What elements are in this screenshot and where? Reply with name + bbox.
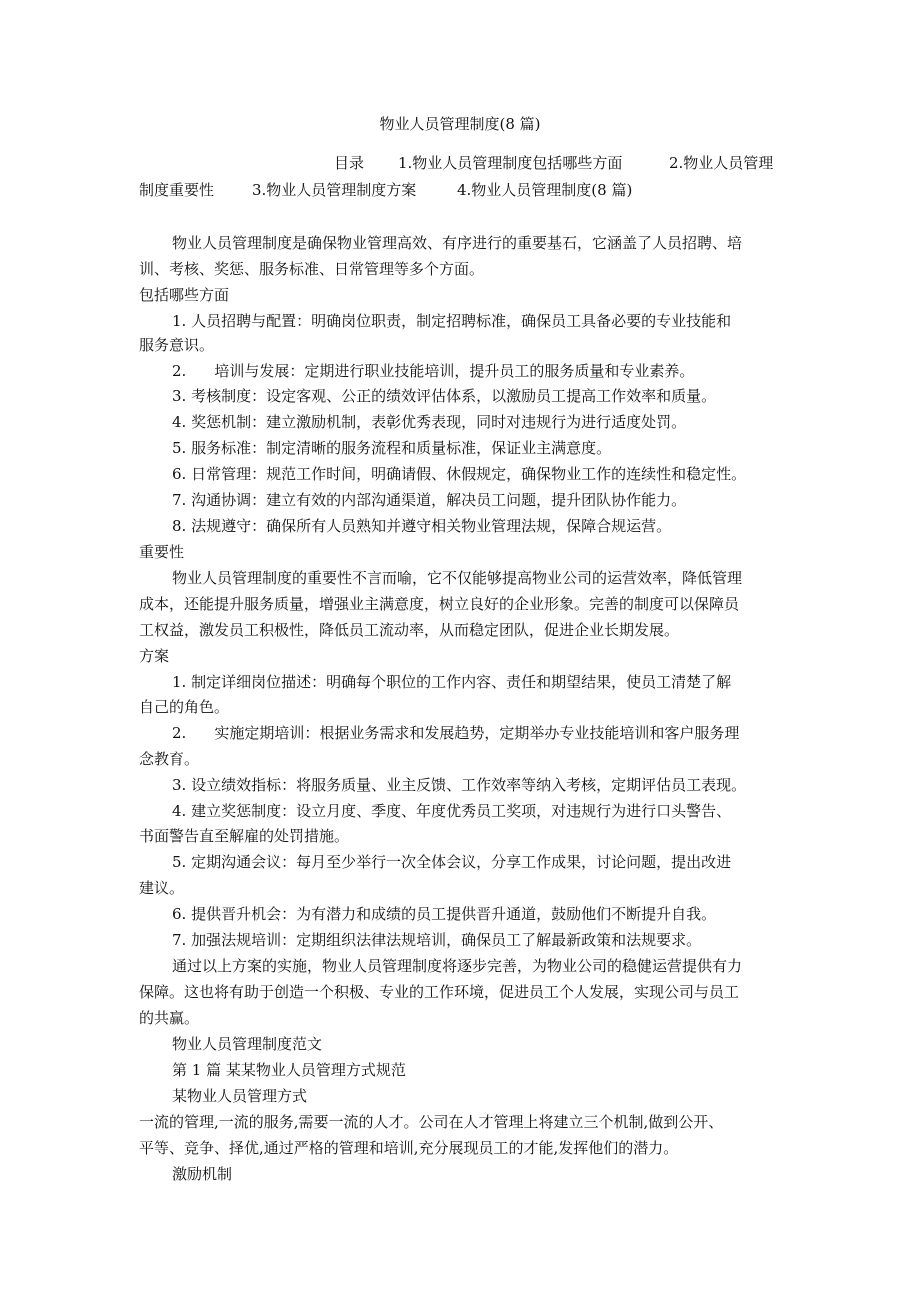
section-heading: 激励机制: [172, 1165, 233, 1183]
item-text: 加强法规培训：定期组织法律法规培训，确保员工了解最新政策和法规要求。: [191, 931, 702, 949]
item-number: 1.: [172, 312, 187, 330]
item-number: 1.: [172, 673, 187, 691]
item-text: 培训与发展：定期进行职业技能培训，提升员工的服务质量和专业素养。: [214, 362, 695, 380]
toc-item: 4.物业人员管理制度(8 篇): [457, 181, 633, 199]
item-text: 日常管理：规范工作时间，明确请假、休假规定，确保物业工作的连续性和稳定性。: [191, 465, 747, 483]
item-text: 服务标准：制定清晰的服务流程和质量标准，保证业主满意度。: [191, 439, 612, 457]
list-item: [172, 801, 731, 821]
item-number: 2.: [172, 362, 187, 380]
item-text: 定期沟通会议：每月至少举行一次全体会议，分享工作成果，讨论问题，提出改进: [191, 853, 732, 871]
list-item: [172, 438, 611, 458]
item-text: 考核制度：设定客观、公正的绩效评估体系，以激励员工提高工作效率和质量。: [191, 387, 717, 405]
item-text-cont: 服务意识。: [139, 336, 215, 354]
section-heading: 物业人员管理制度范文: [172, 1035, 323, 1053]
paragraph-line: 物业人员管理制度的重要性不言而喻，它不仅能够提高物业公司的运营效率，降低管理: [172, 569, 743, 587]
toc-item: 2.物业人员管理: [669, 154, 774, 172]
subtitle: 某物业人员管理方式: [172, 1087, 308, 1105]
section-heading: 方案: [139, 647, 170, 665]
item-number: 5.: [172, 853, 187, 871]
item-number: 6.: [172, 905, 187, 923]
list-item: [172, 672, 731, 692]
item-number: 7.: [172, 491, 187, 509]
item-text-cont: 念教育。: [139, 750, 200, 768]
list-item: [172, 311, 731, 331]
item-text: 奖惩机制：建立激励机制，表彰优秀表现，同时对违规行为进行适度处罚。: [191, 413, 687, 431]
item-number: 4.: [172, 802, 187, 820]
item-text: 设立绩效指标：将服务质量、业主反馈、工作效率等纳入考核，定期评估员工表现。: [191, 776, 747, 794]
list-item: [172, 464, 746, 484]
list-item: [172, 723, 739, 743]
intro-line: 训、考核、奖惩、服务标准、日常管理等多个方面。: [139, 260, 485, 278]
item-number: 7.: [172, 931, 187, 949]
paragraph-line: 工权益，激发员工积极性，降低员工流动率，从而稳定团队，促进企业长期发展。: [139, 621, 680, 639]
list-item: [172, 412, 686, 432]
toc-item: 3.物业人员管理制度方案: [252, 181, 417, 199]
item-number: 6.: [172, 465, 187, 483]
item-text: 实施定期培训：根据业务需求和发展趋势，定期举办专业技能培训和客户服务理: [214, 724, 740, 742]
paragraph-line: 成本，还能提升服务质量，增强业主满意度，树立良好的企业形象。完善的制度可以保障员: [139, 595, 740, 613]
item-text-cont: 书面警告直至解雇的处罚措施。: [139, 827, 350, 845]
list-item: [172, 361, 694, 381]
list-item: [172, 775, 746, 795]
list-item: [172, 490, 686, 510]
item-number: 3.: [172, 776, 187, 794]
item-number: 3.: [172, 387, 187, 405]
paragraph-line: 保障。这也将有助于创造一个积极、专业的工作环境，促进员工个人发展，实现公司与员工: [139, 983, 740, 1001]
item-text: 人员招聘与配置：明确岗位职责，制定招聘标准，确保员工具备必要的专业技能和: [191, 312, 732, 330]
item-number: 4.: [172, 413, 187, 431]
paragraph-line: 的共赢。: [139, 1009, 200, 1027]
toc-label: 目录: [334, 154, 365, 172]
item-text-cont: 建议。: [139, 879, 185, 897]
intro-line: 物业人员管理制度是确保物业管理高效、有序进行的重要基石，它涵盖了人员招聘、培: [172, 234, 743, 252]
section-heading: 重要性: [139, 543, 185, 561]
item-number: 2.: [172, 724, 187, 742]
paragraph-line: 一流的管理,一流的服务,需要一流的人才。公司在人才管理上将建立三个机制,做到公开、: [139, 1113, 724, 1131]
paragraph-line: 平等、竞争、择优,通过严格的管理和培训,充分展现员工的才能,发挥他们的潜力。: [139, 1139, 679, 1157]
list-item: [172, 516, 671, 536]
paragraph-line: 通过以上方案的实施，物业人员管理制度将逐步完善，为物业公司的稳健运营提供有力: [172, 957, 743, 975]
item-number: 8.: [172, 517, 187, 535]
part-title: 第 1 篇 某某物业人员管理方式规范: [172, 1061, 406, 1079]
toc-item: 1.物业人员管理制度包括哪些方面: [398, 154, 623, 172]
item-text: 沟通协调：建立有效的内部沟通渠道，解决员工问题，提升团队协作能力。: [191, 491, 687, 509]
item-number: 5.: [172, 439, 187, 457]
item-text: 法规遵守：确保所有人员熟知并遵守相关物业管理法规，保障合规运营。: [191, 517, 672, 535]
list-item: [172, 904, 716, 924]
list-item: [172, 930, 701, 950]
list-item: [172, 386, 716, 406]
page-title: 物业人员管理制度(8 篇): [379, 115, 541, 133]
item-text: 提供晋升机会：为有潜力和成绩的员工提供晋升通道，鼓励他们不断提升自我。: [191, 905, 717, 923]
section-heading: 包括哪些方面: [139, 286, 230, 304]
toc-item: 制度重要性: [139, 181, 215, 199]
item-text: 制定详细岗位描述：明确每个职位的工作内容、责任和期望结果，使员工清楚了解: [191, 673, 732, 691]
item-text-cont: 自己的角色。: [139, 698, 230, 716]
item-text: 建立奖惩制度：设立月度、季度、年度优秀员工奖项，对违规行为进行口头警告、: [191, 802, 732, 820]
list-item: [172, 852, 731, 872]
